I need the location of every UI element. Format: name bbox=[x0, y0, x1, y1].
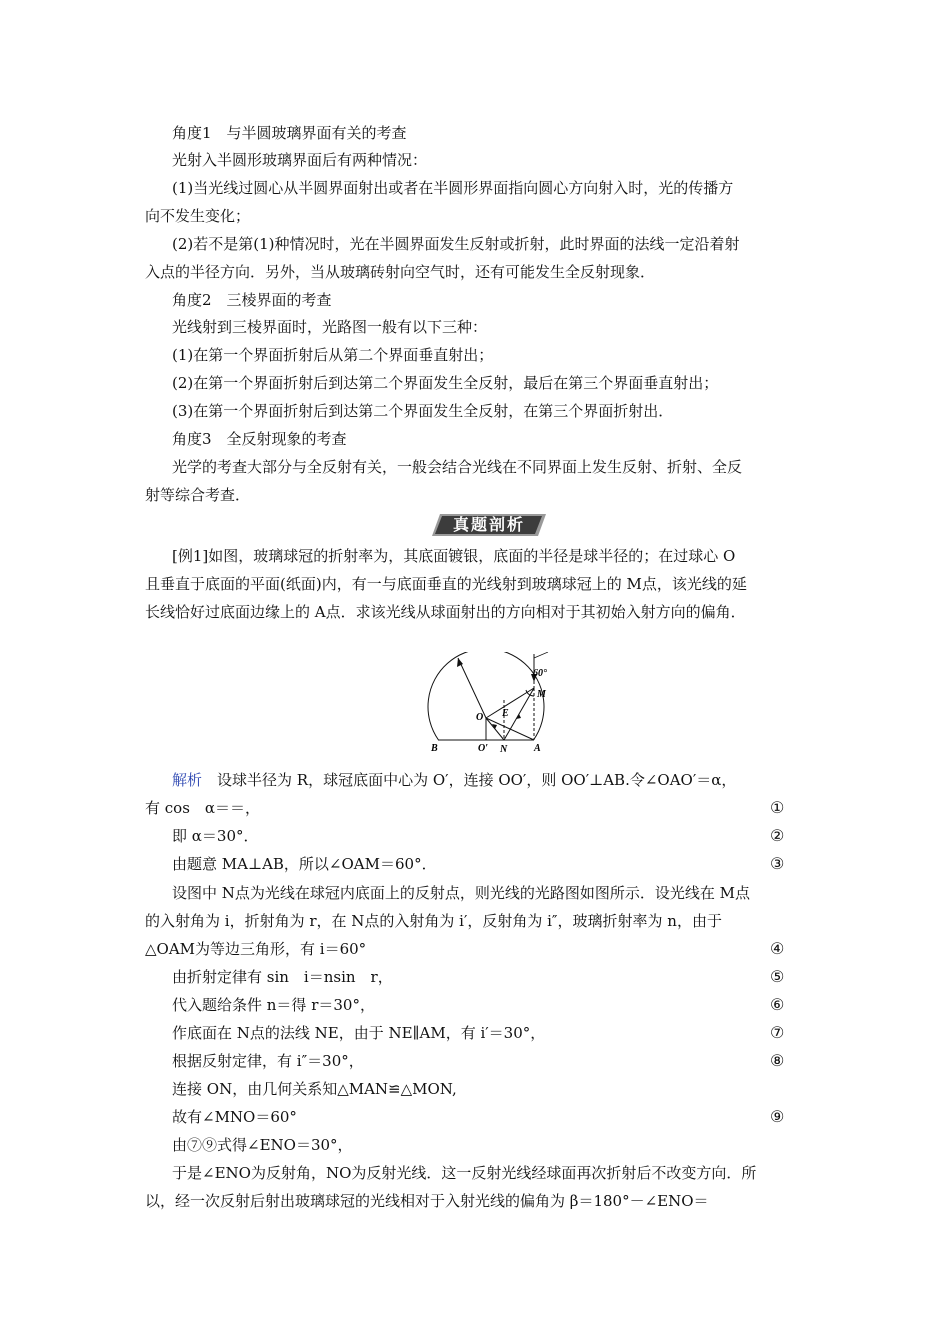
equation-marker: ④ bbox=[770, 939, 785, 958]
solution-line-8: 由折射定律有 sin i＝nsin r， bbox=[172, 968, 393, 986]
angle-label: 60° bbox=[533, 668, 547, 679]
label-B: B bbox=[431, 743, 438, 754]
text-line: 射等综合考查． bbox=[145, 486, 251, 504]
solution-line-6: 的入射角为 i，折射角为 r，在 N点的入射角为 i′，反射角为 i″，玻璃折射率为 n，由于 bbox=[145, 912, 722, 930]
text-line: 光射入半圆形玻璃界面后有两种情况： bbox=[172, 151, 428, 169]
angle3-heading: 角度3 全反射现象的考查 bbox=[172, 430, 347, 448]
optics-diagram bbox=[420, 652, 550, 756]
angle2-heading: 角度2 三棱界面的考查 bbox=[172, 291, 332, 309]
example-line: 长线恰好过底面边缘上的 A点．求该光线从球面射出的方向相对于其初始入射方向的偏角． bbox=[145, 603, 746, 621]
text-line: 入点的半径方向．另外，当从玻璃砖射向空气时，还有可能发生全反射现象． bbox=[145, 263, 656, 281]
equation-marker: ② bbox=[770, 826, 785, 845]
equation-marker: ⑨ bbox=[770, 1107, 785, 1126]
example-line: 且垂直于底面的平面(纸面)内，有一与底面垂直的光线射到玻璃球冠上的 M点，该光线的延 bbox=[145, 575, 747, 593]
section-banner bbox=[432, 512, 546, 538]
text-line: (2)若不是第(1)种情况时，光在半圆界面发生反射或折射，此时界面的法线一定沿着射 bbox=[172, 235, 740, 253]
solution-line-3: 即 α＝30°． bbox=[172, 827, 259, 845]
solution-line-4: 由题意 MA⊥AB，所以∠OAM＝60°． bbox=[172, 855, 437, 873]
equation-marker: ⑤ bbox=[770, 967, 785, 986]
solution-line-15: 于是∠ENO为反射角，NO为反射光线．这一反射光线经球面再次折射后不改变方向．所 bbox=[172, 1164, 757, 1182]
text-line: 光线射到三棱界面时，光路图一般有以下三种： bbox=[172, 318, 488, 336]
equation-marker: ① bbox=[770, 798, 785, 817]
solution-line-11: 根据反射定律，有 i″＝30°， bbox=[172, 1052, 364, 1070]
label-N: N bbox=[500, 744, 508, 755]
solution-line-7: △OAM为等边三角形，有 i＝60° bbox=[145, 940, 367, 958]
solution-line-2: 有 cos α＝＝， bbox=[145, 799, 261, 817]
solution-line-16: 以，经一次反射后射出玻璃球冠的光线相对于入射光线的偏角为 β＝180°－∠ENO＝ bbox=[145, 1192, 709, 1210]
banner-title: 真题剖析 bbox=[452, 515, 525, 534]
solution-line-13: 故有∠MNO＝60° bbox=[172, 1108, 297, 1126]
angle1-heading: 角度1 与半圆玻璃界面有关的考查 bbox=[172, 124, 407, 142]
label-O-prime: O′ bbox=[478, 743, 489, 754]
solution-line-9: 代入题给条件 n＝得 r＝30°， bbox=[172, 996, 375, 1014]
text-line: (1)当光线过圆心从半圆界面射出或者在半圆形界面指向圆心方向射入时，光的传播方 bbox=[172, 179, 734, 197]
equation-marker: ③ bbox=[770, 854, 785, 873]
label-O: O bbox=[476, 712, 484, 723]
example-line: [例1]如图，玻璃球冠的折射率为，其底面镀银，底面的半径是球半径的；在过球心 O bbox=[172, 547, 736, 565]
solution-line-12: 连接 ON，由几何关系知△MAN≌△MON, bbox=[172, 1080, 457, 1098]
solution-line-14: 由⑦⑨式得∠ENO＝30°， bbox=[172, 1136, 353, 1154]
solution-line-5: 设图中 N点为光线在球冠内底面上的反射点，则光线的光路图如图所示．设光线在 M点 bbox=[172, 884, 751, 902]
exit-ray bbox=[458, 658, 486, 718]
label-M: M bbox=[537, 689, 546, 700]
label-E: E bbox=[502, 708, 509, 719]
solution-line-10: 作底面在 N点的法线 NE，由于 NE∥AM，有 i′＝30°， bbox=[172, 1024, 546, 1042]
text-line: 光学的考查大部分与全反射有关，一般会结合光线在不同界面上发生反射、折射、全反 bbox=[172, 458, 743, 476]
solution-line-1: 解析 设球半径为 R，球冠底面中心为 O′，连接 OO′，则 OO′⊥AB.令∠OAO′＝α， bbox=[172, 771, 737, 789]
solution-head: 解析 bbox=[172, 771, 203, 789]
equation-marker: ⑥ bbox=[770, 995, 785, 1014]
label-A: A bbox=[534, 743, 541, 754]
text-line: (2)在第一个界面折射后到达第二个界面发生全反射，最后在第三个界面垂直射出； bbox=[172, 374, 719, 392]
text-line: (3)在第一个界面折射后到达第二个界面发生全反射，在第三个界面折射出． bbox=[172, 402, 674, 420]
equation-marker: ⑧ bbox=[770, 1051, 785, 1070]
equation-marker: ⑦ bbox=[770, 1023, 785, 1042]
text-line: (1)在第一个界面折射后从第二个界面垂直射出； bbox=[172, 346, 494, 364]
text-line: 向不发生变化； bbox=[145, 207, 251, 225]
